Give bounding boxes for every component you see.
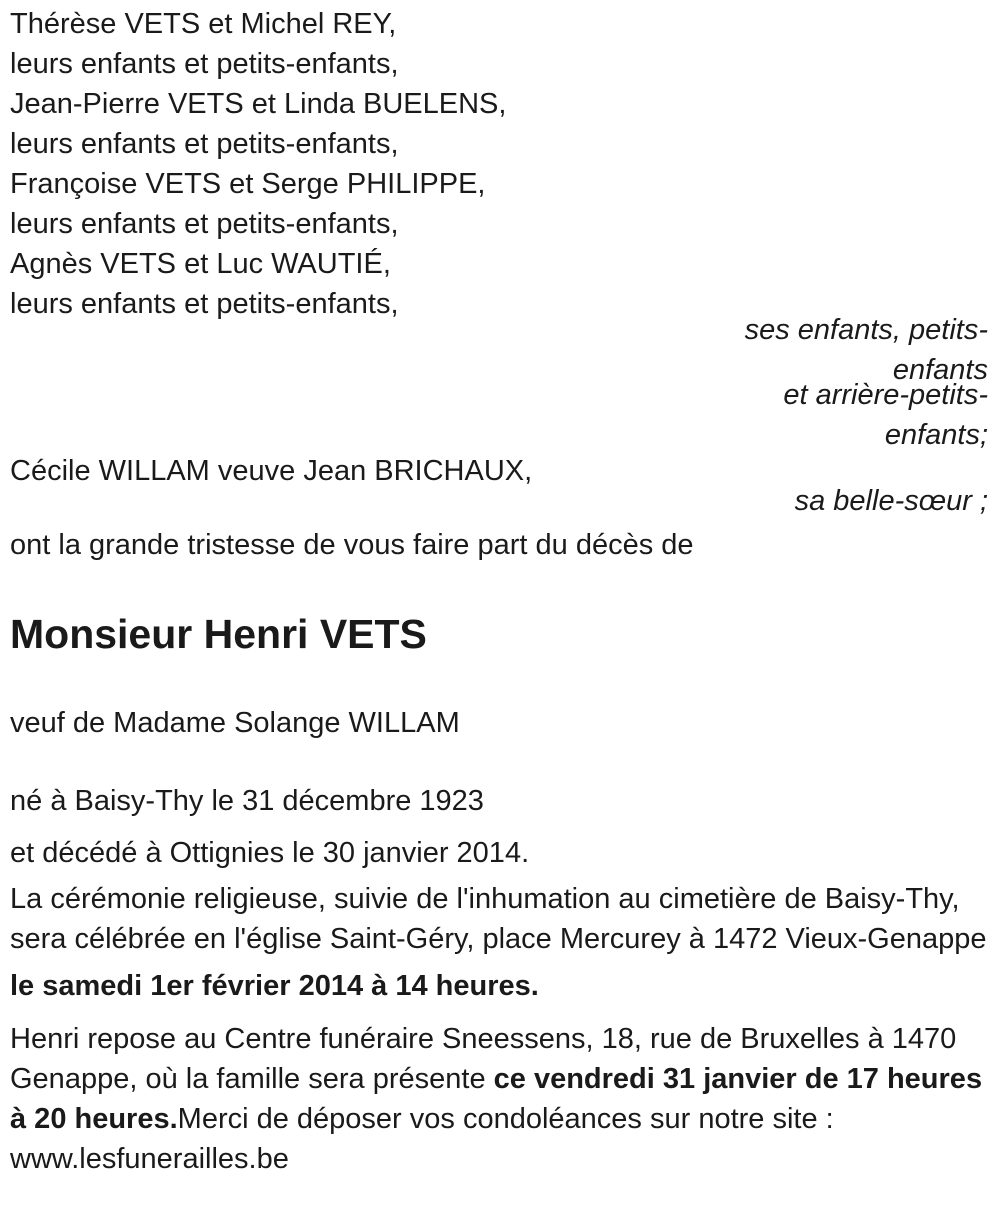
family-line: leurs enfants et petits-enfants,: [10, 288, 399, 320]
website-url: www.lesfunerailles.be: [10, 1143, 289, 1175]
repose-text: Henri repose au Centre funéraire Sneessens, 18, rue de Bruxelles à 1470 Genappe, où la famille sera présente: [10, 1023, 957, 1095]
deceased-name: Monsieur Henri VETS: [10, 611, 427, 657]
announcement-line: ont la grande tristesse de vous faire part du décès de: [10, 529, 694, 561]
ceremony-paragraph: La cérémonie religieuse, suivie de l'inhumation au cimetière de Baisy-Thy, sera célébrée en l'église Saint-Géry, place Mercurey à 1472 Vieux-Genappe: [10, 883, 987, 955]
sister-in-law-line: Cécile WILLAM veuve Jean BRICHAUX,: [10, 455, 533, 487]
birth-line: né à Baisy-Thy le 31 décembre 1923: [10, 785, 484, 817]
family-line: leurs enfants et petits-enfants,: [10, 208, 399, 240]
family-section: [10, 4, 988, 521]
relation-sister-in-law: sa belle-sœur ;: [794, 485, 988, 517]
relation-great-grandchildren: et arrière-petits-enfants;: [783, 379, 988, 451]
death-line: et décédé à Ottignies le 30 janvier 2014.: [10, 837, 530, 869]
ceremony-datetime: le samedi 1er février 2014 à 14 heures.: [10, 970, 539, 1002]
relation-children: ses enfants, petits-enfants: [744, 314, 988, 386]
widower-line: veuf de Madame Solange WILLAM: [10, 707, 460, 739]
repose-paragraph: [10, 1019, 988, 1179]
family-line: Thérèse VETS et Michel REY,: [10, 8, 397, 40]
condolences-text: Merci de déposer vos condoléances sur notre site :: [177, 1103, 834, 1135]
family-line: leurs enfants et petits-enfants,: [10, 48, 399, 80]
family-line: Françoise VETS et Serge PHILIPPE,: [10, 168, 486, 200]
family-line: Jean-Pierre VETS et Linda BUELENS,: [10, 88, 507, 120]
family-line: leurs enfants et petits-enfants,: [10, 128, 399, 160]
family-line: Agnès VETS et Luc WAUTIÉ,: [10, 248, 391, 280]
presence-datetime: ce vendredi 31 janvier de 17 heures à 20 heures.: [10, 1063, 983, 1135]
